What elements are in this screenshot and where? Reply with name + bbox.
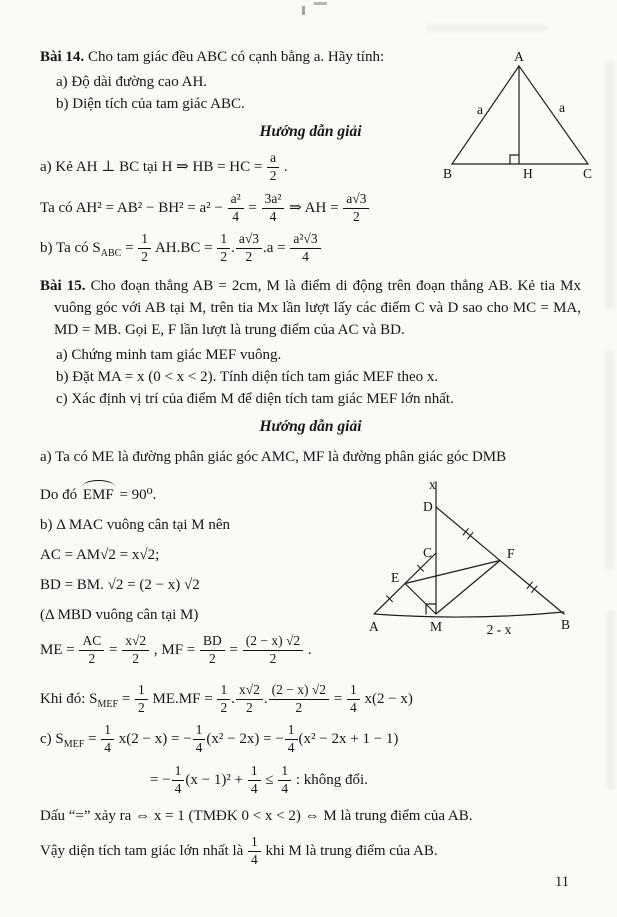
- vertex-label-c: C: [583, 166, 593, 181]
- problem-15-item-b: b) Đặt MA = x (0 < x < 2). Tính diện tích tam giác MEF theo x.: [56, 369, 439, 386]
- mef-diagram: [369, 474, 579, 664]
- solution-heading-14: Hướng dẫn giải: [259, 123, 362, 140]
- problem-15-statement: [40, 275, 581, 341]
- solution-14-line-area: b) Ta có $S_{ABC}$ = $\frac{1}{2}$ AH.BC = $\frac{1}{2}$ . $\frac{a√3}{2}$ .a = $\frac{\text{a²√3}}{4}$: [40, 232, 581, 265]
- solution-15-left-column: [40, 476, 369, 675]
- fraction: $\frac{1}{4}$: [171, 764, 186, 797]
- section-bai-14: [40, 46, 593, 265]
- fraction: $\frac{\text{a²}}{4}$: [227, 192, 245, 225]
- solution-15-line-c1: c) $S_{MEF}$ = $\frac{1}{4}$ x(2 − x) = − $\frac{1}{4}$ (x² − 2x) = − $\frac{1}{4}$ (x² − 2x + 1 − 1): [40, 722, 399, 756]
- fraction: $\frac{1}{2}$: [134, 683, 149, 716]
- solution-15-line-b1: b) Δ MAC vuông cân tại M nên: [40, 517, 231, 534]
- solution-15-line-b6: Khi đó: $S_{MEF}$ = $\frac{1}{2}$ ME.MF = $\frac{1}{2}$ . $\frac{x√2}{2}$ . $\frac{(2 - x) √2}{2}$ = $\frac{1}{4}$ x(2 − x): [40, 681, 413, 715]
- solution-15-line-a1: a) Ta có ME là đường phân giác góc AMC, MF là đường phân giác góc DMB: [40, 449, 507, 466]
- problem-15-intro: Cho đoạn thẳng AB = 2cm, M là điểm di động trên đoạn thẳng AB. Kẻ tia Mx vuông góc với AB tại M, trên tia Mx lần lượt lấy các điểm C và D sao cho MC = MA, MD = MB. Gọi E, F lần lượt là trung điểm của AC và BD.: [54, 278, 581, 339]
- bleedthrough-smudge: [427, 24, 547, 32]
- scan-artifact: [302, 6, 305, 15]
- point-label-e: E: [391, 570, 400, 586]
- vertex-label-b: B: [443, 166, 453, 181]
- foot-label-h: H: [523, 166, 533, 181]
- side-label-left: a: [477, 102, 483, 117]
- problem-15-item-a: a) Chứng minh tam giác MEF vuông.: [56, 347, 282, 364]
- problem-14-item-b: b) Diện tích của tam giác ABC.: [56, 96, 245, 112]
- fraction: $\frac{BD}{2}$: [199, 634, 226, 667]
- fraction: $\frac{1}{4}$: [100, 723, 115, 756]
- problem-14-label: Bài 14.: [40, 49, 85, 65]
- mef-diagram-lines: [374, 482, 564, 617]
- point-label-d: D: [423, 499, 433, 515]
- fraction: $\frac{1}{4}$: [346, 683, 361, 716]
- problem-14-intro: Cho tam giác đều ABC có cạnh bằng a. Hãy tính:: [84, 49, 385, 65]
- solution-15-line-b3: BD = BM. √2 = (2 − x) √2: [40, 577, 200, 594]
- fraction: $\frac{1}{4}$: [284, 723, 299, 756]
- point-label-c: C: [423, 545, 433, 561]
- solution-14-line-a: a) Kẻ AH ⊥ BC tại H ⇒ HB = HC = $\frac{a}{2}$ .: [40, 150, 288, 183]
- section-bai-15: [40, 275, 581, 867]
- problem-15-item-c: c) Xác định vị trí của điểm M để diện tích tam giác MEF lớn nhất.: [56, 391, 454, 408]
- fraction: $\frac{\text{a²√3}}{4}$: [289, 232, 321, 265]
- fraction: $\frac{1}{2}$: [216, 232, 231, 265]
- solution-15-line-b4: (Δ MBD vuông cân tại M): [40, 607, 199, 624]
- angle-with-hat: EMF: [81, 484, 116, 506]
- segment-ab: [374, 612, 564, 617]
- point-label-m: M: [430, 619, 443, 635]
- solution-15-line-a2: Do đó EMF = 90⁰.: [40, 484, 369, 506]
- fraction: $\frac{1}{2}$: [137, 232, 152, 265]
- triangle-outline: [452, 66, 588, 164]
- vertex-label-a: A: [514, 50, 524, 64]
- segment-length-label: 2 - x: [486, 622, 512, 638]
- solution-heading-15: Hướng dẫn giải: [259, 418, 362, 436]
- fraction: $\frac{(2 - x) √2}{2}$: [242, 634, 304, 667]
- fraction: $\frac{1}{4}$: [247, 764, 262, 797]
- fraction: $\frac{a}{2}$: [266, 151, 280, 184]
- problem-14-item-a: a) Độ dài đường cao AH.: [56, 74, 208, 90]
- fraction: $\frac{x√2}{2}$: [235, 683, 264, 716]
- point-label-f: F: [507, 546, 515, 562]
- midpoint-tick-marks: [386, 528, 537, 602]
- triangle-abc-diagram: [439, 50, 599, 185]
- bleedthrough-smudge: [605, 60, 615, 310]
- solution-15-line-c2: = − $\frac{1}{4}$ (x − 1)² + $\frac{1}{4}$ ≤ $\frac{1}{4}$ : không đổi.: [150, 763, 368, 796]
- fraction: $\frac{\text{3a²}}{4}$: [261, 192, 286, 225]
- right-angle-mark: [510, 155, 519, 164]
- fraction: $\frac{x√2}{2}$: [121, 634, 150, 667]
- scan-artifact: [314, 2, 327, 5]
- fraction: $\frac{1}{2}$: [216, 683, 231, 716]
- fraction: $\frac{1}{4}$: [192, 723, 207, 756]
- bleedthrough-smudge: [605, 350, 614, 570]
- point-label-b: B: [561, 617, 571, 633]
- solution-15-line-c4: Vậy diện tích tam giác lớn nhất là $\frac{1}{4}$ khi M là trung điểm của AB.: [40, 833, 438, 867]
- mef-diagram-column: [369, 474, 581, 671]
- fraction: $\frac{(2 - x) √2}{2}$: [268, 683, 330, 716]
- solution-15-line-c3: Dấu “=” xảy ra ⇔ x = 1 (TMĐK 0 < x < 2) ⇔ M là trung điểm của AB.: [40, 807, 473, 824]
- solution-14-line-ah: Ta có AH² = AB² − BH² = a² − $\frac{\text{a²}}{4}$ = $\frac{\text{3a²}}{4}$ ⇒ AH = $\frac{a√3}{2}$: [40, 192, 581, 225]
- page-number: 11: [555, 874, 569, 890]
- fraction: $\frac{a√3}{2}$: [235, 232, 263, 265]
- fraction: $\frac{a√3}{2}$: [342, 192, 370, 225]
- side-label-right: a: [559, 100, 565, 115]
- solution-15-line-b2: AC = AM√2 = x√2;: [40, 547, 160, 564]
- point-label-a: A: [369, 619, 379, 635]
- axis-label-x: x: [429, 477, 436, 493]
- bleedthrough-smudge: [606, 610, 615, 790]
- solution-15-line-b5: ME = $\frac{AC}{2}$ = $\frac{x√2}{2}$ , MF = $\frac{BD}{2}$ = $\frac{(2 - x) √2}{2}$ .: [40, 633, 312, 666]
- problem-15-label: Bài 15.: [40, 278, 86, 295]
- fraction: $\frac{AC}{2}$: [78, 634, 105, 667]
- solution-15-row: [40, 476, 581, 675]
- segment-me: [405, 584, 436, 615]
- fraction: $\frac{1}{4}$: [247, 835, 262, 868]
- fraction: $\frac{1}{4}$: [277, 764, 292, 797]
